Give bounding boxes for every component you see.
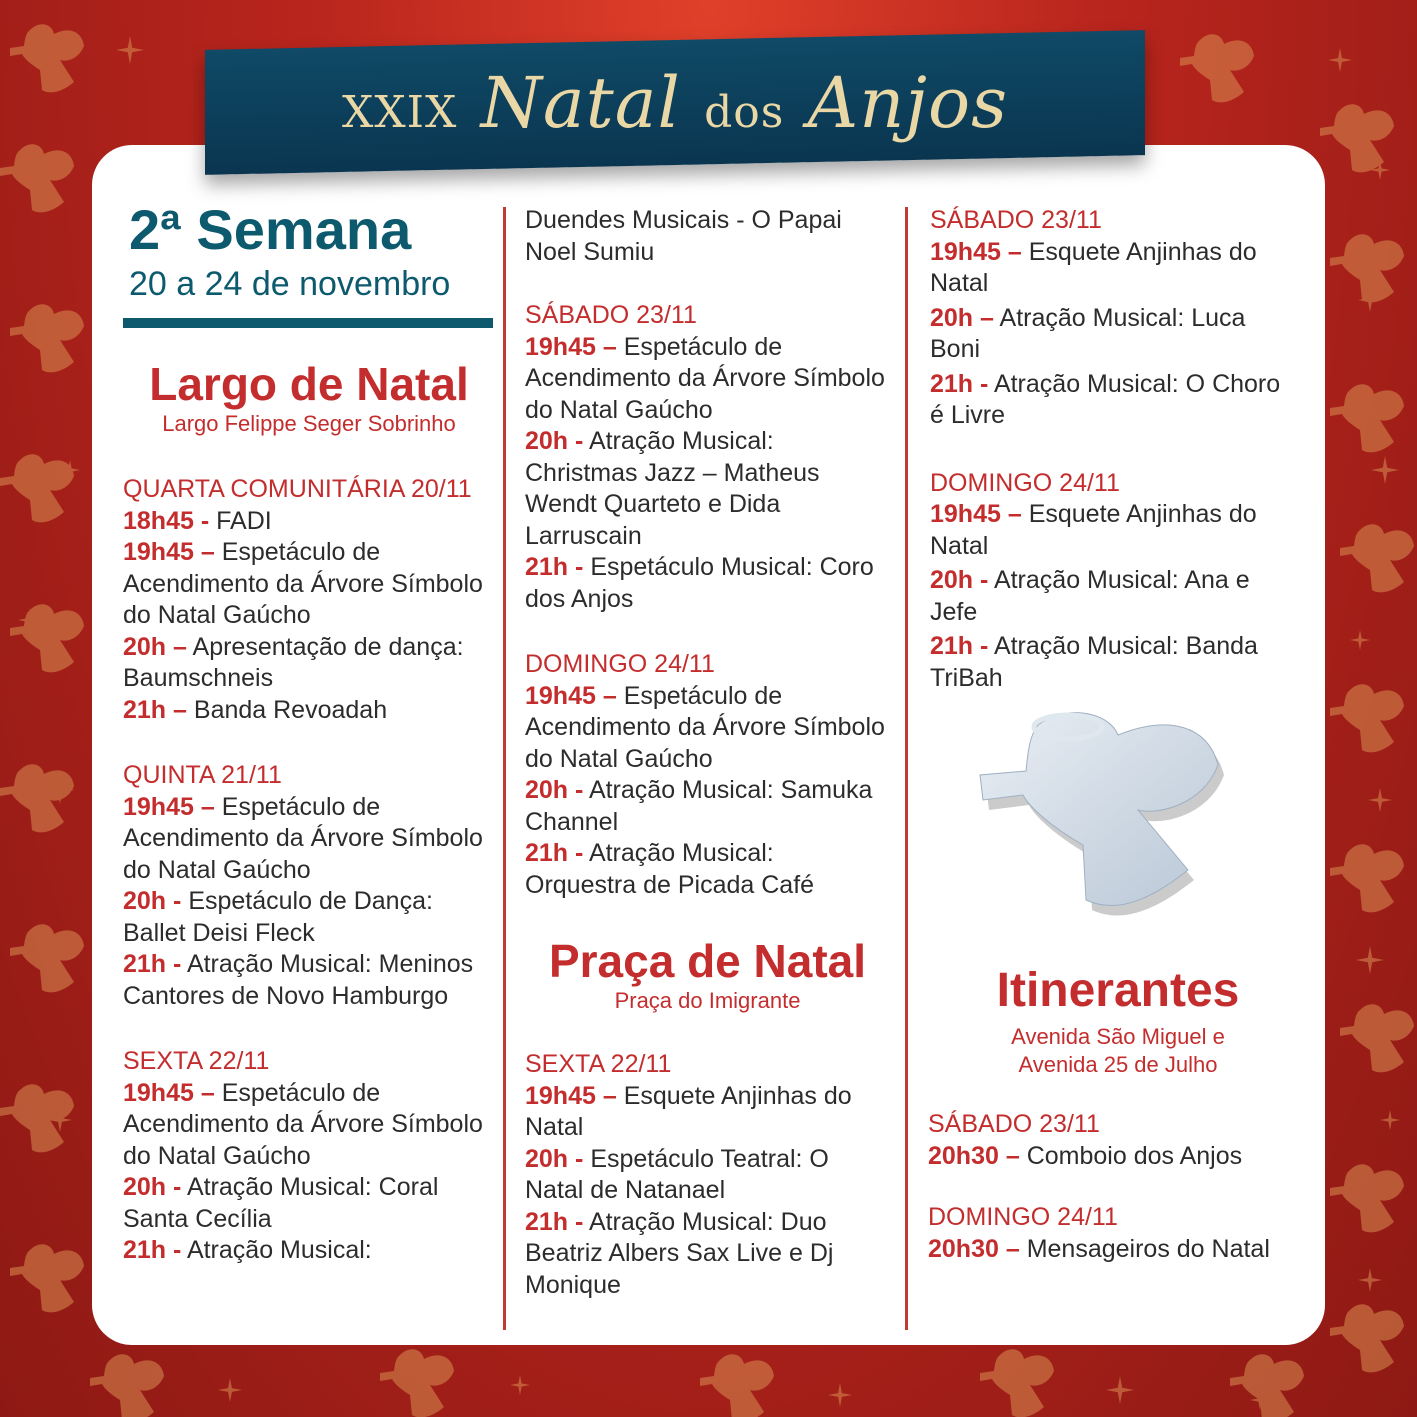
star-icon <box>1371 456 1399 484</box>
star-icon <box>1106 1376 1134 1404</box>
event-time: 19h45 – <box>525 1081 617 1110</box>
venue-title-largo: Largo de Natal <box>149 358 469 410</box>
event-time: 20h30 – <box>928 1234 1020 1263</box>
day-heading: SEXTA 22/11 <box>123 1047 270 1075</box>
event-description: Espetáculo de Acendimento da Árvore Símbolo do Natal Gaúcho <box>525 332 885 424</box>
event-description: Espetáculo de Acendimento da Árvore Símbolo do Natal Gaúcho <box>123 1078 483 1170</box>
angel-icon <box>1330 1304 1404 1372</box>
venue-subtitle-praca: Praça do Imigrante <box>614 988 801 1013</box>
day-block <box>525 1049 890 1301</box>
title-word-dos: dos <box>704 86 785 138</box>
event-time: 19h45 – <box>930 500 1022 528</box>
event-time: 21h - <box>525 1207 584 1236</box>
day-block <box>928 1109 1308 1172</box>
day-block <box>123 474 495 726</box>
event-item <box>525 681 890 776</box>
angel-icon <box>10 604 84 672</box>
event-description: Apresentação de dança: Baumschneis <box>123 632 464 692</box>
continued-event: Duendes Musicais - O Papai Noel Sumiu <box>525 206 842 266</box>
event-item <box>525 1207 890 1302</box>
event-description: Mensageiros do Natal <box>1026 1234 1270 1263</box>
event-time: 20h - <box>930 566 989 594</box>
event-description: Espetáculo Musical: Coro dos Anjos <box>525 553 874 613</box>
day-heading: SÁBADO 23/11 <box>930 206 1102 234</box>
event-description: Espetáculo de Acendimento da Árvore Símbolo do Natal Gaúcho <box>123 538 483 629</box>
event-item <box>123 506 495 538</box>
event-time: 19h45 – <box>123 538 215 566</box>
title-numeral: XXIX <box>341 86 458 138</box>
event-item <box>123 632 495 695</box>
star-icon <box>1350 630 1370 650</box>
angel-icon <box>1340 524 1414 592</box>
column-1 <box>123 200 495 1301</box>
event-item <box>930 237 1300 300</box>
event-description: Atração Musical: <box>186 1236 372 1264</box>
event-description: Espetáculo de Dança: Ballet Deisi Fleck <box>123 887 433 947</box>
angel-icon <box>1330 234 1404 302</box>
column-divider-1 <box>503 207 506 1330</box>
angel-icon <box>980 1349 1054 1417</box>
event-time: 20h30 – <box>928 1141 1020 1170</box>
day-heading: DOMINGO 24/11 <box>930 468 1120 497</box>
star-icon <box>218 1378 242 1402</box>
star-icon <box>1356 946 1384 974</box>
day-block <box>525 649 890 901</box>
angel-icon <box>1340 1004 1414 1072</box>
event-description: Espetáculo de Acendimento da Árvore Símbolo do Natal Gaúcho <box>123 792 483 884</box>
event-description: Atração Musical: Christmas Jazz – Matheus Wendt Quarteto e Dida Larruscain <box>525 427 820 550</box>
angel-icon <box>10 1244 84 1312</box>
largo-schedule-continued <box>525 300 890 901</box>
week-underline <box>123 318 493 328</box>
praca-schedule-continued <box>930 205 1300 694</box>
venue-title-praca: Praça de Natal <box>548 935 867 987</box>
event-item <box>123 1078 495 1173</box>
day-block <box>123 1046 495 1267</box>
angel-icon <box>10 924 84 992</box>
event-description: Esquete Anjinhas do Natal <box>930 500 1257 560</box>
event-description: Atração Musical: Coral Santa Cecília <box>123 1173 439 1233</box>
day-heading: SÁBADO 23/11 <box>928 1110 1100 1138</box>
angel-icon <box>1230 1354 1304 1417</box>
event-time: 20h - <box>123 887 182 915</box>
column-divider-2 <box>905 207 908 1330</box>
itinerantes-schedule <box>928 1109 1308 1265</box>
event-item <box>123 537 495 632</box>
event-item <box>123 792 495 887</box>
angel-icon <box>10 304 84 372</box>
event-time: 21h - <box>930 369 989 398</box>
event-time: 20h - <box>123 1173 182 1201</box>
column-2 <box>525 205 890 1301</box>
event-item <box>525 1144 890 1207</box>
event-time: 19h45 – <box>930 237 1022 266</box>
day-heading: DOMINGO 24/11 <box>525 650 715 678</box>
angel-icon <box>0 764 74 832</box>
day-heading: SÁBADO 23/11 <box>525 301 697 329</box>
angel-icon <box>0 454 74 522</box>
event-item <box>930 565 1300 628</box>
event-time: 20h - <box>525 1144 584 1173</box>
day-heading: QUARTA COMUNITÁRIA 20/11 <box>123 475 472 503</box>
event-item <box>928 1234 1308 1266</box>
event-item <box>525 838 890 901</box>
event-item <box>123 886 495 949</box>
event-description: Comboio dos Anjos <box>1026 1141 1243 1170</box>
event-time: 21h - <box>525 839 584 867</box>
event-title <box>342 62 1008 144</box>
event-time: 20h - <box>525 776 584 804</box>
angel-icon <box>0 144 74 212</box>
event-description: Atração Musical: Duo Beatriz Albers Sax Live e Dj Monique <box>525 1207 834 1299</box>
angel-icon <box>0 1084 74 1152</box>
event-description: Atração Musical: Orquestra de Picada Café <box>525 839 815 899</box>
event-time: 19h45 – <box>123 792 215 821</box>
star-icon <box>1358 1268 1382 1292</box>
event-item <box>930 303 1300 366</box>
angel-icon <box>1330 1164 1404 1232</box>
title-word-anjos: Anjos <box>807 61 1009 144</box>
event-description: Banda Revoadah <box>193 695 388 724</box>
week-dates: 20 a 24 de novembro <box>129 265 451 303</box>
event-time: 21h - <box>930 632 989 660</box>
angel-icon <box>700 1354 774 1417</box>
star-icon <box>1328 48 1352 72</box>
event-description: Atração Musical: Luca Boni <box>930 303 1246 363</box>
itinerantes-section <box>928 965 1308 1295</box>
star-icon <box>828 1383 852 1407</box>
angel-icon <box>1330 844 1404 912</box>
star-icon <box>1368 788 1392 812</box>
angel-icon <box>10 24 84 92</box>
event-time: 20h – <box>123 632 187 661</box>
event-item <box>525 332 890 427</box>
event-time: 21h - <box>123 1236 182 1264</box>
event-item <box>930 631 1300 694</box>
largo-schedule <box>123 474 495 1267</box>
event-time: 18h45 - <box>123 506 210 535</box>
event-time: 21h - <box>123 950 182 978</box>
event-item <box>123 1172 495 1235</box>
venue-title-itinerantes: Itinerantes <box>996 964 1240 1017</box>
day-block <box>930 205 1300 432</box>
event-time: 21h - <box>525 553 584 581</box>
event-description: Atração Musical: Samuka Channel <box>525 776 873 836</box>
star-icon <box>510 1375 530 1395</box>
event-item <box>525 775 890 838</box>
event-description: Atração Musical: Ana e Jefe <box>930 566 1250 626</box>
event-description: Atração Musical: Banda TriBah <box>930 632 1258 692</box>
event-time: 20h - <box>525 427 584 455</box>
title-banner <box>205 30 1145 175</box>
angel-icon <box>380 1349 454 1417</box>
event-item <box>525 426 890 552</box>
event-item <box>930 369 1300 432</box>
day-block <box>525 300 890 615</box>
event-item <box>525 552 890 615</box>
event-description: FADI <box>216 506 272 535</box>
event-description: Esquete Anjinhas do Natal <box>525 1081 852 1141</box>
event-description: Atração Musical: O Choro é Livre <box>930 369 1281 429</box>
event-time: 19h45 – <box>525 332 617 361</box>
event-description: Espetáculo de Acendimento da Árvore Símbolo do Natal Gaúcho <box>525 681 885 773</box>
day-block <box>928 1202 1308 1265</box>
column-3 <box>930 205 1300 730</box>
day-block <box>930 468 1300 695</box>
event-description: Esquete Anjinhas do Natal <box>930 237 1257 297</box>
angel-icon <box>90 1354 164 1417</box>
angel-illustration <box>968 705 1228 950</box>
day-block <box>123 760 495 1012</box>
title-word-natal: Natal <box>480 61 681 144</box>
angel-icon <box>1330 684 1404 752</box>
event-description: Atração Musical: Meninos Cantores de Novo Hamburgo <box>123 950 474 1010</box>
angel-icon <box>1320 104 1394 172</box>
event-description: Espetáculo Teatral: O Natal de Natanael <box>525 1144 829 1204</box>
venue-subtitle-largo: Largo Felippe Seger Sobrinho <box>162 411 456 436</box>
event-item <box>525 1081 890 1144</box>
angel-icon <box>1330 384 1404 452</box>
event-time: 19h45 – <box>123 1078 215 1107</box>
day-heading: QUINTA 21/11 <box>123 761 282 789</box>
praca-schedule <box>525 1049 890 1301</box>
venue-subtitle-itinerantes-2: Avenida 25 de Julho <box>1018 1052 1218 1077</box>
star-icon <box>1380 1110 1400 1130</box>
event-time: 21h – <box>123 695 187 724</box>
day-heading: DOMINGO 24/11 <box>928 1203 1118 1231</box>
event-time: 19h45 – <box>525 681 617 710</box>
angel-icon <box>1180 34 1254 102</box>
event-item <box>123 949 495 1012</box>
week-title: 2ª Semana <box>129 198 412 261</box>
event-item <box>928 1141 1308 1173</box>
day-heading: SEXTA 22/11 <box>525 1050 672 1078</box>
venue-subtitle-itinerantes-1: Avenida São Miguel e <box>1011 1024 1225 1049</box>
event-time: 20h – <box>930 303 994 332</box>
star-icon <box>116 36 144 64</box>
event-item <box>123 1235 495 1267</box>
event-item <box>930 499 1300 562</box>
event-item <box>123 695 495 727</box>
